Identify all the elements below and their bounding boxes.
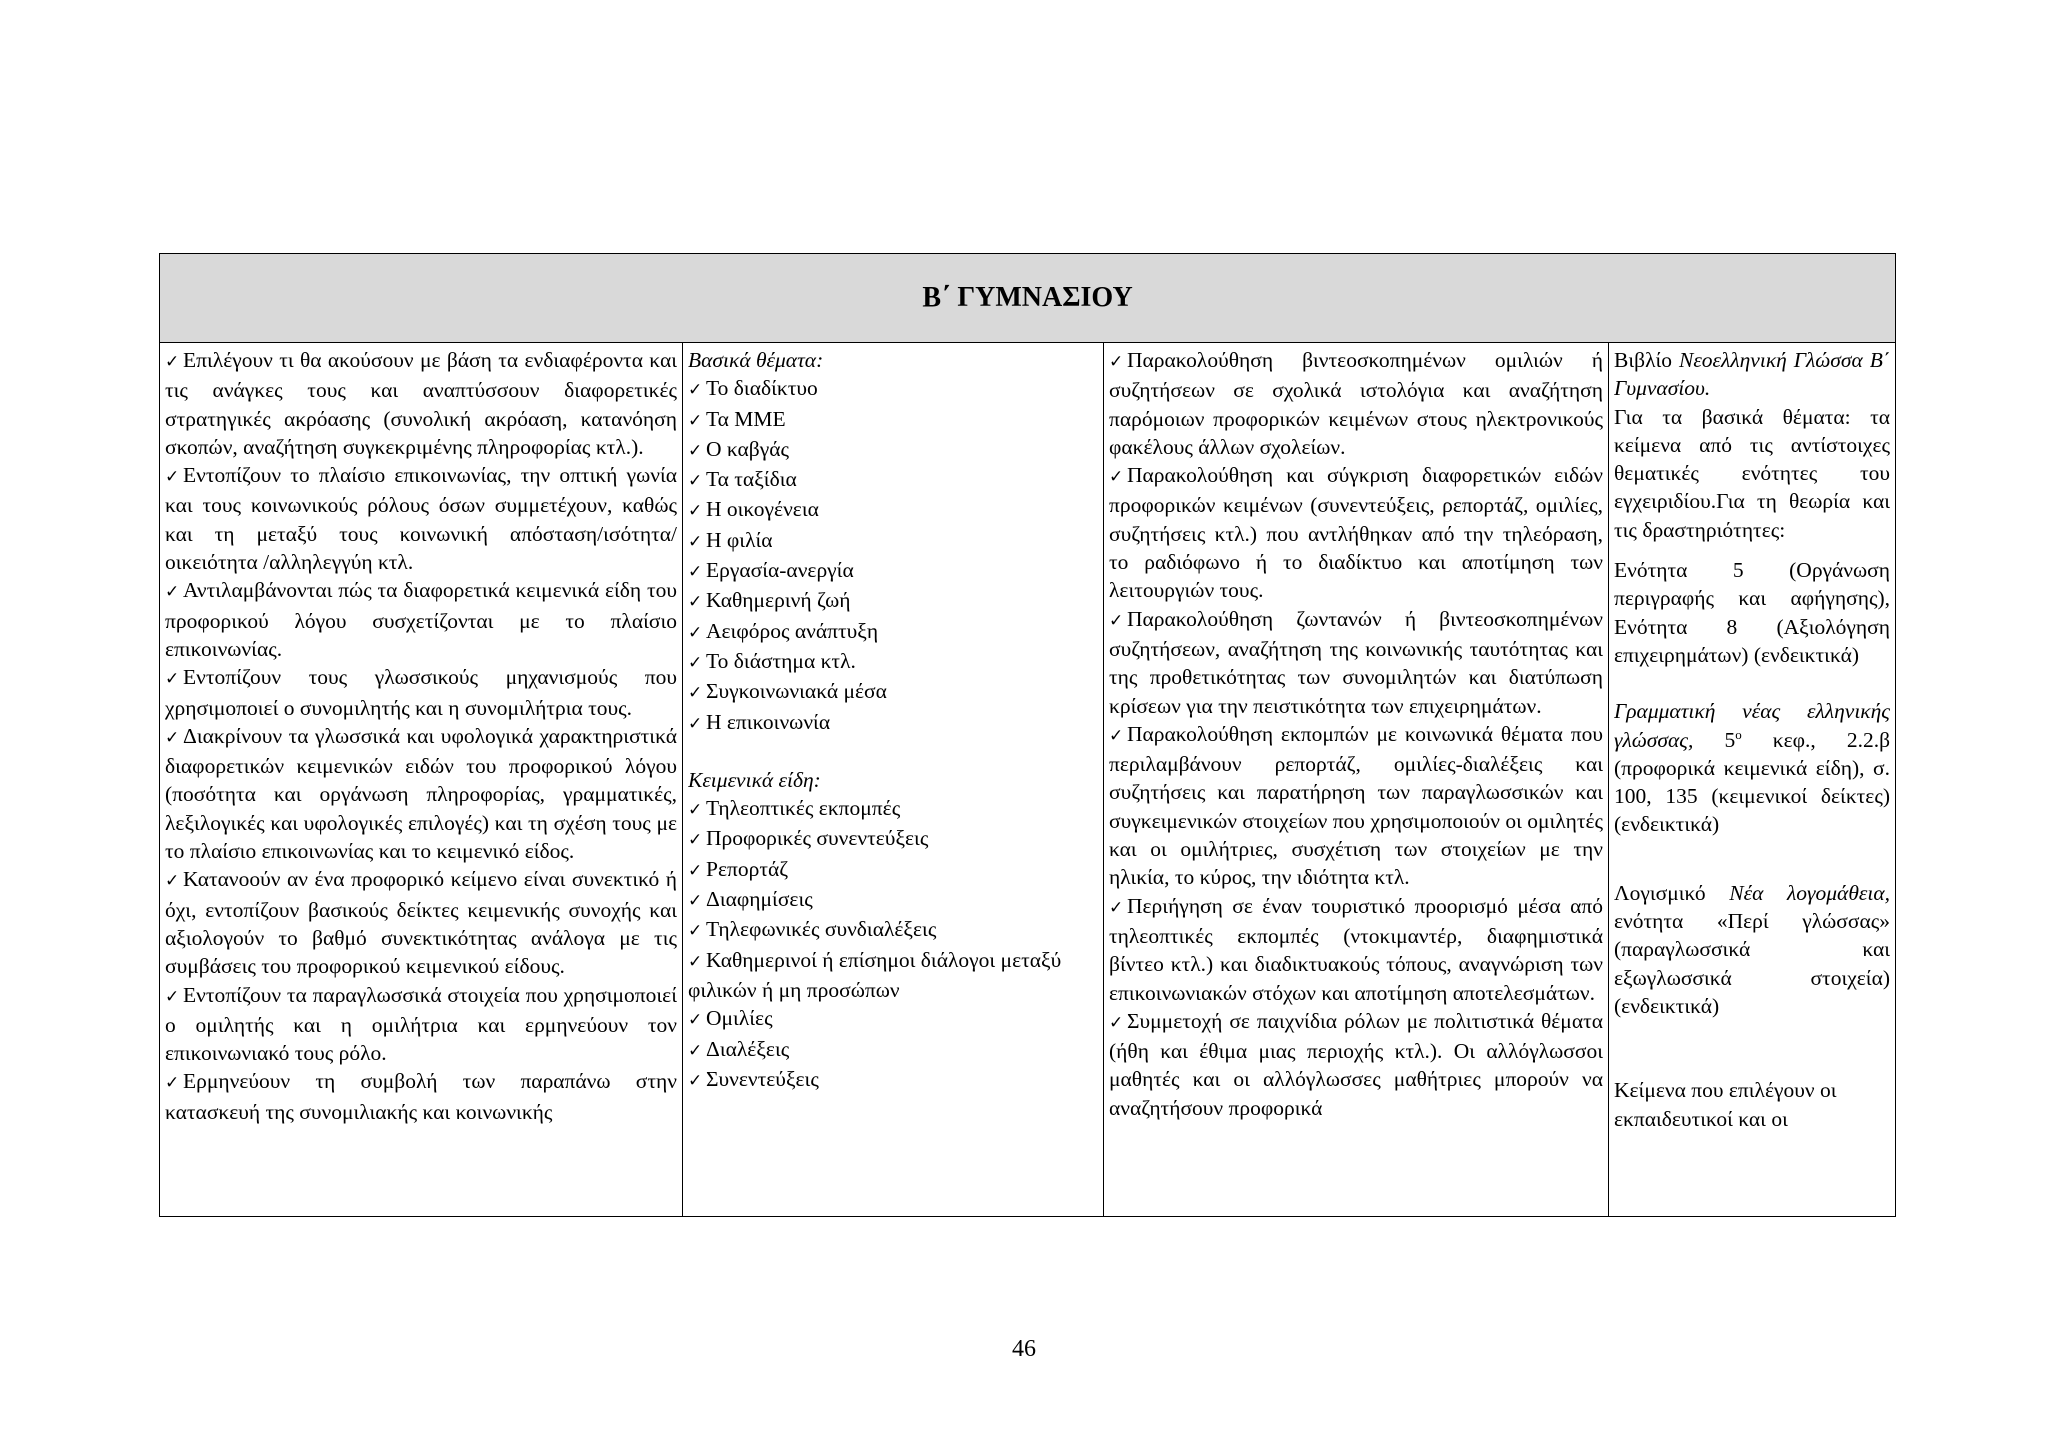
curriculum-table xyxy=(159,253,1896,1217)
textbook-reference: Βιβλίο Νεοελληνική Γλώσσα Β΄ Γυμνασίου. xyxy=(1614,348,1891,401)
check-icon: ✓ xyxy=(688,1010,703,1031)
check-icon: ✓ xyxy=(688,592,703,613)
check-icon: ✓ xyxy=(165,986,180,1007)
list-item: ✓ Ομιλίες xyxy=(688,1004,1098,1034)
check-icon: ✓ xyxy=(688,683,703,704)
list-item: ✓ Παρακολούθηση ζωντανών ή βιντεοσκοπημένων συζητήσεων, αναζήτηση της κοινωνικής ταυτότητας και της προθετικότητας των συνομιλητών και διατύπωση κρίσεων για την πειστικότητα των επιχειρημάτων. xyxy=(1109,606,1603,718)
grade-title: Β΄ ΓΥΜΝΑΣΙΟΥ xyxy=(922,282,1133,313)
content-column xyxy=(683,343,1104,1217)
list-item: ✓ Διαφημίσεις xyxy=(688,885,1098,915)
list-item: ✓ Εντοπίζουν τα παραγλωσσικά στοιχεία που χρησιμοποιεί ο ομιλητής και η ομιλήτρια και ερμηνεύουν τον επικοινωνιακό τους ρόλο. xyxy=(165,982,677,1066)
list-item: ✓ Κατανοούν αν ένα προφορικό κείμενο είναι συνεκτικό ή όχι, εντοπίζουν βασικούς δείκτες κειμενικής συνοχής και αξιολογούν το βαθμό συνεκτικότητας ανάλογα με τις συμβάσεις του προφορικού κειμενικού είδους. xyxy=(165,867,677,979)
check-icon: ✓ xyxy=(1109,610,1124,631)
list-item: ✓ Αειφόρος ανάπτυξη xyxy=(688,617,1098,647)
check-icon: ✓ xyxy=(688,652,703,673)
check-icon: ✓ xyxy=(688,501,703,522)
textbook-title: Νεοελληνική Γλώσσα Β΄ Γυμνασίου. xyxy=(1614,348,1891,401)
software-title: Νέα λογομάθεια, xyxy=(1729,880,1891,905)
list-item: ✓ Επιλέγουν τι θα ακούσουν με βάση τα ενδιαφέροντα και τις ανάγκες τους και αναπτύσσουν διαφορετικές στρατηγικές ακρόασης (συνολική ακρόαση, κατανόηση σκοπών, αναζήτηση συγκεκριμένης πληροφορίας κτλ.). xyxy=(165,348,677,459)
list-item: ✓ Το διάστημα κτλ. xyxy=(688,647,1098,677)
check-icon: ✓ xyxy=(1109,467,1124,488)
check-icon: ✓ xyxy=(688,380,703,401)
list-item: ✓ Συγκοινωνιακά μέσα xyxy=(688,677,1098,707)
list-item: ✓ Περιήγηση σε έναν τουριστικό προορισμό μέσα από τηλεοπτικές εκπομπές (ντοκιμαντέρ, διαφημιστικά βίντεο κτλ.) και διαδικτυακούς τόπους, αναγνώριση των επικοινωνιακών στόχων και αποτίμηση αποτελεσμάτων. xyxy=(1109,893,1603,1005)
list-item: ✓ Τα ΜΜΕ xyxy=(688,405,1098,435)
check-icon: ✓ xyxy=(165,467,180,488)
list-item: ✓ Ρεπορτάζ xyxy=(688,855,1098,885)
list-item: ✓ Ερμηνεύουν τη συμβολή των παραπάνω στην κατασκευή της συνομιλιακής και κοινωνικής xyxy=(165,1069,677,1124)
grammar-reference: Γραμματική νέας ελληνικής γλώσσας, $5^o$ κεφ., 2.2.β (προφορικά κειμενικά είδη), σ. 100, 135 (κειμενικοί δείκτες) (ενδεικτικά) xyxy=(1614,699,1891,837)
grammar-title: Γραμματική νέας ελληνικής γλώσσας, xyxy=(1614,699,1891,752)
check-icon: ✓ xyxy=(1109,1012,1124,1033)
check-icon: ✓ xyxy=(1109,725,1124,746)
list-item: ✓ Εργασία-ανεργία xyxy=(688,556,1098,586)
activities-column xyxy=(1104,343,1609,1217)
objectives-column xyxy=(160,343,683,1217)
check-icon: ✓ xyxy=(1109,352,1124,372)
list-item: ✓ Τηλεφωνικές συνδιαλέξεις xyxy=(688,915,1098,945)
check-icon: ✓ xyxy=(688,440,703,461)
list-item: ✓ Παρακολούθηση και σύγκριση διαφορετικών ειδών προφορικών κειμένων (συνεντεύξεις, ρεπορτάζ, ομιλίες, συζητήσεις κτλ.) που αντλήθηκαν από την τηλεόραση, το ραδιόφωνο ή το διαδίκτυο και αποτίμηση των λειτουργιών τους. xyxy=(1109,463,1603,603)
check-icon: ✓ xyxy=(688,1070,703,1091)
texts-note: Κείμενα που επιλέγουν οι εκπαιδευτικοί και οι xyxy=(1614,1078,1837,1131)
list-item: ✓ Η επικοινωνία xyxy=(688,708,1098,738)
check-icon: ✓ xyxy=(165,352,180,372)
topics-heading: Βασικά θέματα: xyxy=(688,348,824,372)
check-icon: ✓ xyxy=(688,860,703,881)
list-item: ✓ Παρακολούθηση βιντεοσκοπημένων ομιλιών ή συζητήσεων σε σχολικά ιστολόγια και αναζήτηση παρόμοιων προφορικών κειμένων στους ηλεκτρονικούς φακέλους άλλων σχολείων. xyxy=(1109,348,1603,459)
list-item: ✓ Διαλέξεις xyxy=(688,1035,1098,1065)
list-item: ✓ Η φιλία xyxy=(688,526,1098,556)
resources-column xyxy=(1609,343,1896,1217)
check-icon: ✓ xyxy=(165,727,180,748)
list-item: ✓ Διακρίνουν τα γλωσσικά και υφολογικά χαρακτηριστικά διαφορετικών κειμενικών ειδών του προφορικού λόγου (ποσότητα και οργάνωση πληροφορίας, γραμματικές, λεξιλογικές και υφολογικές επιλογές) και τη σχέση τους με το πλαίσιο επικοινωνίας και το κειμενικό είδος. xyxy=(165,723,677,864)
list-item: ✓ Η οικογένεια xyxy=(688,495,1098,525)
list-item: ✓ Εντοπίζουν τους γλωσσικούς μηχανισμούς που χρησιμοποιεί ο συνομιλητής και η συνομιλήτρια τους. xyxy=(165,665,677,720)
topics-list xyxy=(688,374,1098,738)
list-item: ✓ Τα ταξίδια xyxy=(688,465,1098,495)
check-icon: ✓ xyxy=(165,582,180,603)
textbook-units: Ενότητα 5 (Οργάνωση περιγραφής και αφήγησης), Ενότητα 8 (Αξιολόγηση επιχειρημάτων) (ενδεικτικά) xyxy=(1614,558,1891,667)
textbook-note: Για τα βασικά θέματα: τα κείμενα από τις αντίστοιχες θεματικές ενότητες του εγχειριδίου.Για τη θεωρία και τις δραστηριότητες: xyxy=(1614,404,1891,542)
check-icon: ✓ xyxy=(688,891,703,912)
genres-heading: Κειμενικά είδη: xyxy=(688,767,821,792)
check-icon: ✓ xyxy=(688,410,703,431)
check-icon: ✓ xyxy=(688,1040,703,1061)
check-icon: ✓ xyxy=(688,951,703,972)
check-icon: ✓ xyxy=(688,921,703,942)
check-icon: ✓ xyxy=(165,1073,180,1094)
list-item: ✓ Προφορικές συνεντεύξεις xyxy=(688,824,1098,854)
list-item: ✓ Ο καβγάς xyxy=(688,435,1098,465)
check-icon: ✓ xyxy=(165,871,180,892)
list-item: ✓ Το διαδίκτυο xyxy=(688,374,1098,404)
check-icon: ✓ xyxy=(688,471,703,492)
list-item: ✓ Τηλεοπτικές εκπομπές xyxy=(688,794,1098,824)
list-item: ✓ Καθημερινοί ή επίσημοι διάλογοι μεταξύ φιλικών ή μη προσώπων xyxy=(688,947,1062,1002)
list-item: ✓ Καθημερινή ζωή xyxy=(688,586,1098,616)
genres-list xyxy=(688,794,1098,1095)
check-icon: ✓ xyxy=(688,531,703,552)
list-item: ✓ Εντοπίζουν το πλαίσιο επικοινωνίας, την οπτική γωνία και τους κοινωνικούς ρόλους όσων συμμετέχουν, καθώς και τη μεταξύ τους κοινωνική απόσταση/ισότητα/οικειότητα /αλληλεγγύη κτλ. xyxy=(165,463,677,575)
check-icon: ✓ xyxy=(688,622,703,643)
list-item: ✓ Αντιλαμβάνονται πώς τα διαφορετικά κειμενικά είδη του προφορικού λόγου συσχετίζονται με το πλαίσιο επικοινωνίας. xyxy=(165,578,677,661)
list-item: ✓ Συμμετοχή σε παιχνίδια ρόλων με πολιτιστικά θέματα (ήθη και έθιμα μιας περιοχής κτλ.). Οι αλλόγλωσσοι μαθητές και οι αλλόγλωσσες μαθήτριες μπορούν να αναζητήσουν προφορικά xyxy=(1109,1008,1603,1120)
check-icon: ✓ xyxy=(688,830,703,851)
check-icon: ✓ xyxy=(165,669,180,690)
page-number: 46 xyxy=(1012,1336,1036,1362)
check-icon: ✓ xyxy=(688,800,703,821)
check-icon: ✓ xyxy=(688,562,703,583)
check-icon: ✓ xyxy=(1109,897,1124,918)
software-reference: Λογισμικό Νέα λογομάθεια, ενότητα «Περί γλώσσας» (παραγλωσσικά και εξωγλωσσικά στοιχεία) (ενδεικτικά) xyxy=(1614,880,1891,1018)
list-item: ✓ Συνεντεύξεις xyxy=(688,1065,1098,1095)
table-header xyxy=(160,254,1896,343)
check-icon: ✓ xyxy=(688,713,703,734)
list-item: ✓ Παρακολούθηση εκπομπών με κοινωνικά θέματα που περιλαμβάνουν ρεπορτάζ, ομιλίες-διαλέξεις και συζητήσεις και παρατήρηση των παραγλωσσικών και συγκειμενικών στοιχείων που χρησιμοποιούν οι ομιλητές και οι ομιλήτριες, συσχέτιση των στοιχείων με την ηλικία, το κύρος, την ιδιότητα κτλ. xyxy=(1109,721,1603,890)
